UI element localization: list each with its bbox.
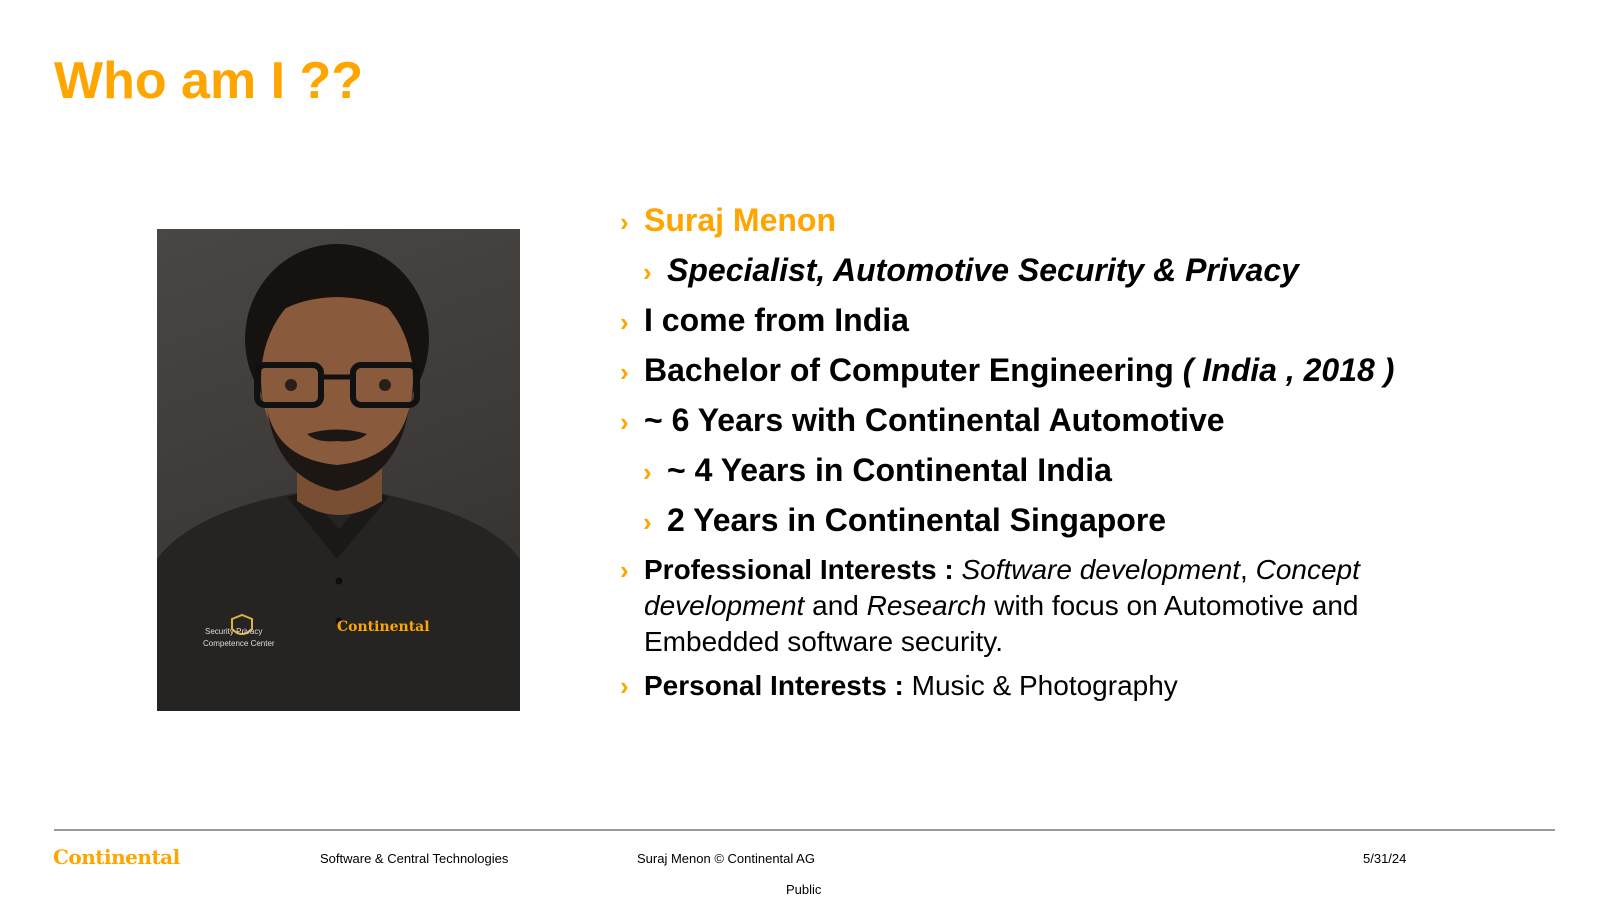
- chevron-right-icon: ›: [620, 307, 629, 337]
- bullet-years-total: [620, 402, 1580, 439]
- chevron-right-icon: ›: [620, 555, 629, 585]
- origin-text: I come from India: [644, 302, 909, 338]
- profile-photo: [157, 229, 520, 711]
- years-total-text: ~ 6 Years with Continental Automotive: [644, 402, 1225, 438]
- footer-classification: Public: [786, 882, 822, 897]
- years-singapore-text: 2 Years in Continental Singapore: [667, 502, 1167, 538]
- slide-title: Who am I ??: [54, 52, 364, 110]
- footer-copyright: Suraj Menon © Continental AG: [637, 851, 815, 866]
- chevron-right-icon: ›: [643, 507, 652, 537]
- person-name: Suraj Menon: [644, 202, 837, 238]
- degree-detail: ( India , 2018 ): [1182, 352, 1395, 388]
- chevron-right-icon: ›: [643, 257, 652, 287]
- personal-label: Personal Interests :: [644, 670, 904, 701]
- professional-sep: ,: [1240, 554, 1256, 585]
- professional-item-2: Concept development: [644, 554, 1360, 621]
- bullet-personal-interests: [620, 668, 1580, 704]
- chevron-right-icon: ›: [620, 207, 629, 237]
- bullet-professional-interests: [620, 552, 1444, 660]
- person-role: Specialist, Automotive Security & Privacy: [667, 252, 1299, 288]
- professional-tail: with focus on Automotive and Embedded software security.: [644, 590, 1359, 657]
- professional-item-3: Research: [866, 590, 987, 621]
- professional-label: Professional Interests :: [644, 554, 954, 585]
- footer-date: 5/31/24: [1363, 851, 1407, 866]
- bullet-role: [643, 252, 1580, 289]
- degree-text: Bachelor of Computer Engineering: [644, 352, 1174, 388]
- bullet-list: [620, 202, 1580, 712]
- bullet-years-singapore: [643, 502, 1580, 539]
- professional-and: and: [804, 590, 867, 621]
- bullet-years-india: [643, 452, 1580, 489]
- years-india-text: ~ 4 Years in Continental India: [667, 452, 1112, 488]
- personal-value: Music & Photography: [911, 670, 1178, 701]
- chevron-right-icon: ›: [620, 671, 629, 701]
- continental-logo: Continental: [53, 845, 180, 869]
- footer-divider: [54, 829, 1555, 831]
- bullet-degree: [620, 352, 1580, 389]
- portrait-illustration: [157, 229, 520, 711]
- badge-line2: Competence Center: [203, 639, 275, 648]
- footer-department: Software & Central Technologies: [320, 851, 509, 866]
- professional-item-1: Software development: [961, 554, 1241, 585]
- badge-line1: Security Privacy: [205, 627, 263, 636]
- chevron-right-icon: ›: [643, 457, 652, 487]
- chevron-right-icon: ›: [620, 357, 629, 387]
- bullet-name: [620, 202, 1580, 239]
- chevron-right-icon: ›: [620, 407, 629, 437]
- bullet-origin: [620, 302, 1580, 339]
- shirt-logo: Continental: [337, 619, 430, 635]
